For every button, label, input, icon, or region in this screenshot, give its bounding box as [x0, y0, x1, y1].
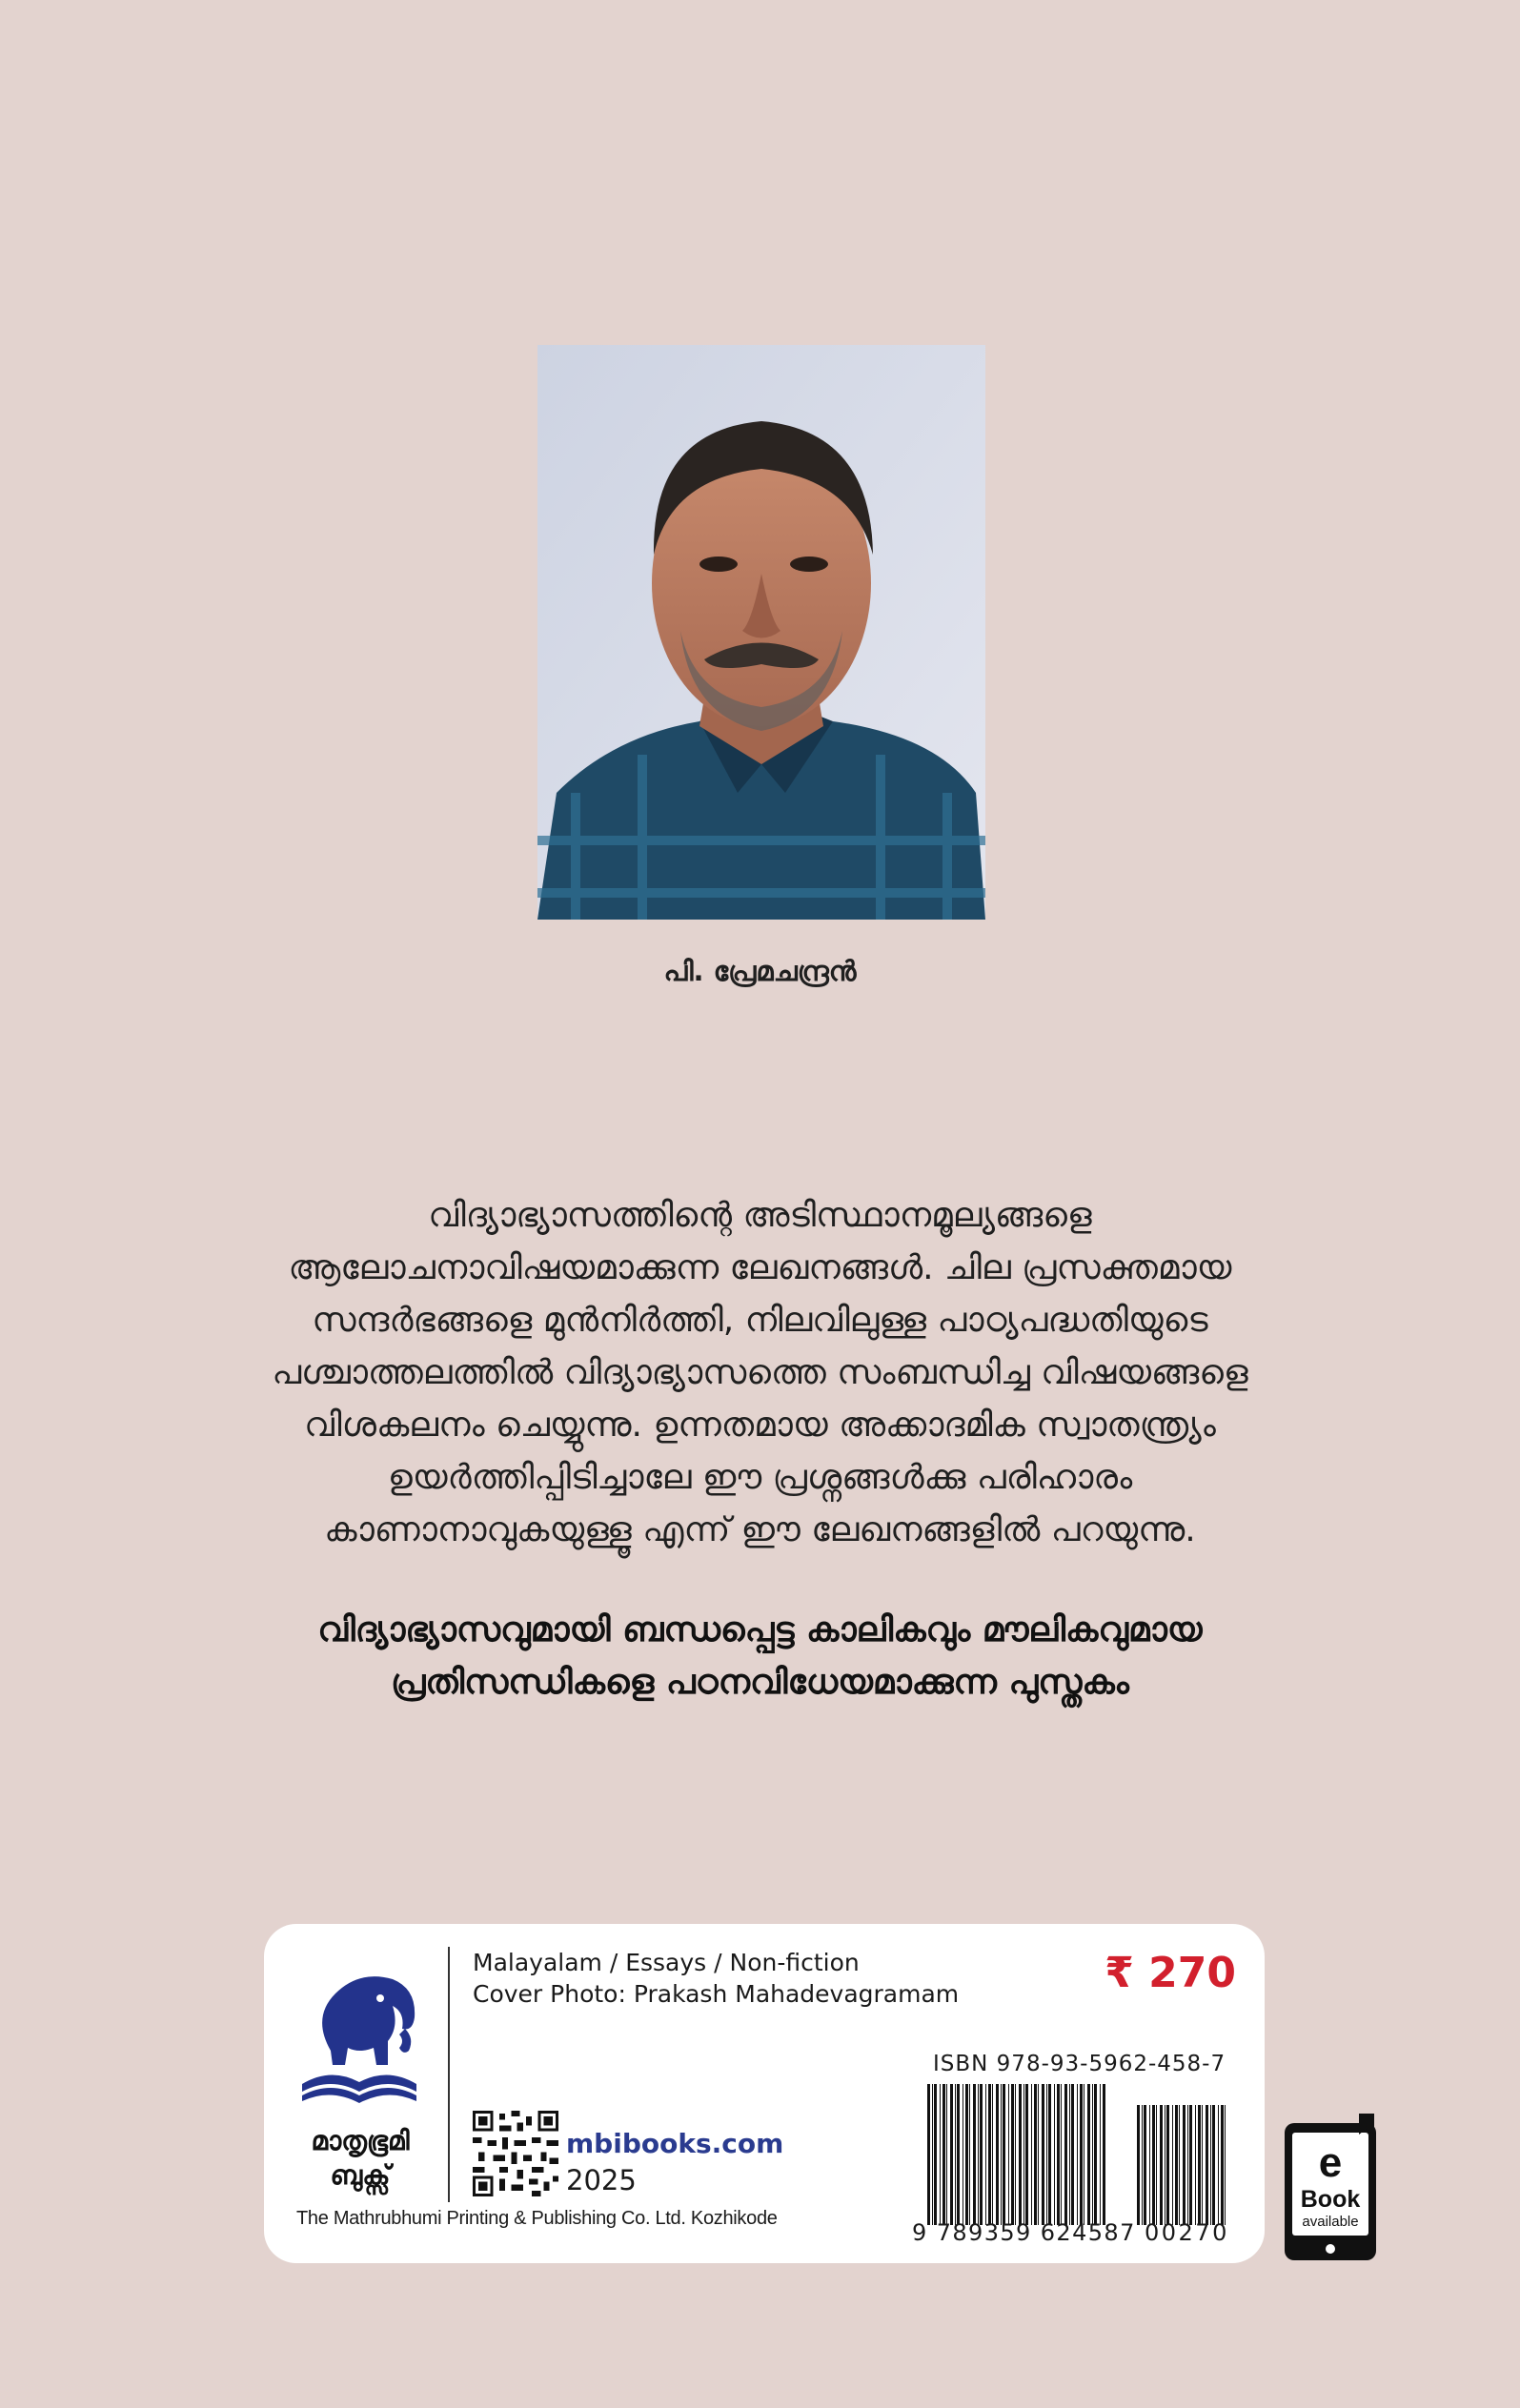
barcode-bar: [1025, 2084, 1028, 2225]
barcode-bar: [1094, 2084, 1097, 2225]
barcode-bar: [980, 2084, 983, 2225]
barcode-bar: [1001, 2084, 1002, 2225]
barcode-bar: [1156, 2105, 1157, 2225]
author-portrait-image: [537, 345, 985, 920]
barcode-bar: [1142, 2105, 1143, 2225]
barcode-bar: [1179, 2105, 1180, 2225]
barcode-bar: [1038, 2084, 1039, 2225]
barcode-bar: [1054, 2084, 1055, 2225]
website-link[interactable]: mbibooks.com: [566, 2128, 784, 2159]
barcode-bar: [1048, 2084, 1051, 2225]
tagline-line: വിദ്യാഭ്യാസവുമായി ബന്ധപ്പെട്ട കാലികവും മൗലികവുമായ: [317, 1610, 1203, 1649]
barcode-bar: [1080, 2084, 1083, 2225]
blurb-line: വിദ്യാഭ്യാസത്തിന്റെ അടിസ്ഥാനമൂല്യങ്ങളെ: [428, 1196, 1092, 1235]
barcode-bar: [1092, 2084, 1093, 2225]
barcode-bar: [1034, 2084, 1037, 2225]
tagline: [191, 1604, 1329, 1709]
cover-photo-credit: Cover Photo: Prakash Mahadevagramam: [473, 1980, 960, 2008]
barcode-bar: [1057, 2084, 1060, 2225]
blurb-line: വിശകലനം ചെയ്യുന്നു. ഉന്നതമായ അക്കാദമിക സ്വാതന്ത്ര്യം: [304, 1406, 1216, 1445]
isbn-text: ISBN 978-93-5962-458-7: [933, 2052, 1226, 2076]
ebook-available-text: available: [1302, 2214, 1359, 2230]
barcode-bar: [988, 2084, 991, 2225]
barcode-bar: [1160, 2105, 1163, 2225]
barcode-bar: [1100, 2084, 1101, 2225]
barcode-bar: [1019, 2084, 1022, 2225]
logo-line-1: മാതൃഭൂമി: [311, 2125, 410, 2156]
barcode-bar: [1202, 2105, 1203, 2225]
barcode-bar: [965, 2084, 968, 2225]
barcode-bar: [1172, 2105, 1173, 2225]
author-caption: പി. പ്രേമചന്ദ്രൻ: [663, 955, 857, 987]
ebook-available-icon: [1283, 2114, 1380, 2262]
tagline-line: പ്രതിസന്ധികളെ പഠനവിധേയമാക്കുന്ന പുസ്തകം: [391, 1663, 1129, 1702]
barcode-bar: [992, 2084, 993, 2225]
barcode-bar: [1077, 2084, 1078, 2225]
barcode-bar: [1137, 2105, 1140, 2225]
ebook-letter: e: [1318, 2139, 1343, 2186]
ebook-word: Book: [1300, 2186, 1361, 2213]
barcode-bar: [973, 2084, 976, 2225]
qr-code-icon[interactable]: [473, 2111, 558, 2196]
publisher-logo-text: [289, 2124, 432, 2193]
barcode-bar: [1175, 2105, 1178, 2225]
barcode-bar: [1166, 2105, 1169, 2225]
blurb-line: ആലോചനാവിഷയമാക്കുന്ന ലേഖനങ്ങൾ. ചില പ്രസക്തമായ: [288, 1248, 1232, 1287]
blurb-line: പശ്ചാത്തലത്തിൽ വിദ്യാഭ്യാസത്തെ സംബന്ധിച്ച വിഷയങ്ങളെ: [272, 1353, 1248, 1392]
barcode-bar: [932, 2084, 933, 2225]
barcode-bar: [1023, 2084, 1024, 2225]
barcode-bar: [1103, 2084, 1105, 2225]
blurb-paragraph: [233, 1189, 1287, 1556]
barcode-bar: [1042, 2084, 1044, 2225]
barcode-bar: [1071, 2084, 1074, 2225]
barcode-bar: [940, 2084, 941, 2225]
barcode-bar: [985, 2084, 986, 2225]
barcode-bar: [1210, 2105, 1211, 2225]
barcode-bar: [1087, 2084, 1090, 2225]
divider: [448, 1947, 450, 2202]
barcode-bar: [1152, 2105, 1155, 2225]
barcode-bar: [934, 2084, 937, 2225]
price-addon-barcode: [1135, 2105, 1229, 2225]
publisher-panel: [264, 1924, 1265, 2263]
barcode-bar: [1149, 2105, 1150, 2225]
genre-text: Malayalam / Essays / Non-fiction: [473, 1949, 860, 1976]
barcode-bar: [996, 2084, 999, 2225]
barcode-bar: [1046, 2084, 1047, 2225]
barcode-bar: [1064, 2084, 1067, 2225]
author-photo: [537, 345, 985, 920]
blurb-line: സന്ദർഭങ്ങളെ മുൻനിർത്തി, നിലവിലുള്ള പാഠ്യപദ്ധതിയുടെ: [312, 1301, 1208, 1340]
barcode-bar: [1003, 2084, 1005, 2225]
barcode-bar: [1183, 2105, 1186, 2225]
barcode-bar: [1069, 2084, 1070, 2225]
barcode-bar: [1011, 2084, 1014, 2225]
barcode-bar: [957, 2084, 960, 2225]
barcode-bar: [1221, 2105, 1224, 2225]
barcode-bar: [946, 2084, 947, 2225]
barcode-bar: [1195, 2105, 1196, 2225]
blurb-line: ഉയർത്തിപ്പിടിച്ചാലേ ഈ പ്രശ്നങ്ങൾക്കു പരിഹാരം: [387, 1458, 1133, 1497]
barcode-bar: [978, 2084, 979, 2225]
barcode-bar: [1206, 2105, 1208, 2225]
barcode-bar: [1187, 2105, 1188, 2225]
barcode-bar: [1212, 2105, 1215, 2225]
publication-year: 2025: [566, 2164, 637, 2196]
logo-line-2: ബുക്സ്: [330, 2159, 391, 2191]
barcode-bar: [942, 2084, 945, 2225]
elephant-book-logo-icon: [293, 1960, 426, 2113]
isbn-barcode: [925, 2084, 1108, 2225]
barcode-bar: [955, 2084, 956, 2225]
barcode-bar: [1144, 2105, 1146, 2225]
blurb-line: കാണാനാവുകയുള്ളൂ എന്ന് ഈ ലേഖനങ്ങളിൽ പറയുന്നു.: [324, 1510, 1196, 1549]
book-details: [473, 1947, 959, 2010]
barcode-bar: [1189, 2105, 1192, 2225]
barcode-bar: [950, 2084, 953, 2225]
barcode-bar: [1218, 2105, 1219, 2225]
barcode-bar: [1198, 2105, 1201, 2225]
barcode-bar: [1031, 2084, 1032, 2225]
barcode-bar: [927, 2084, 930, 2225]
addon-digits: 00270: [1145, 2219, 1229, 2246]
barcode-digits: 9 789359 624587: [912, 2219, 1136, 2246]
publisher-name: The Mathrubhumi Printing & Publishing Co. Ltd. Kozhikode: [296, 2208, 778, 2229]
barcode-bar: [1008, 2084, 1009, 2225]
barcode-bar: [1225, 2105, 1226, 2225]
barcode-bar: [1061, 2084, 1062, 2225]
price-label: ₹ 270: [1105, 1949, 1236, 1997]
barcode-bar: [969, 2084, 970, 2225]
barcode-bar: [1015, 2084, 1016, 2225]
